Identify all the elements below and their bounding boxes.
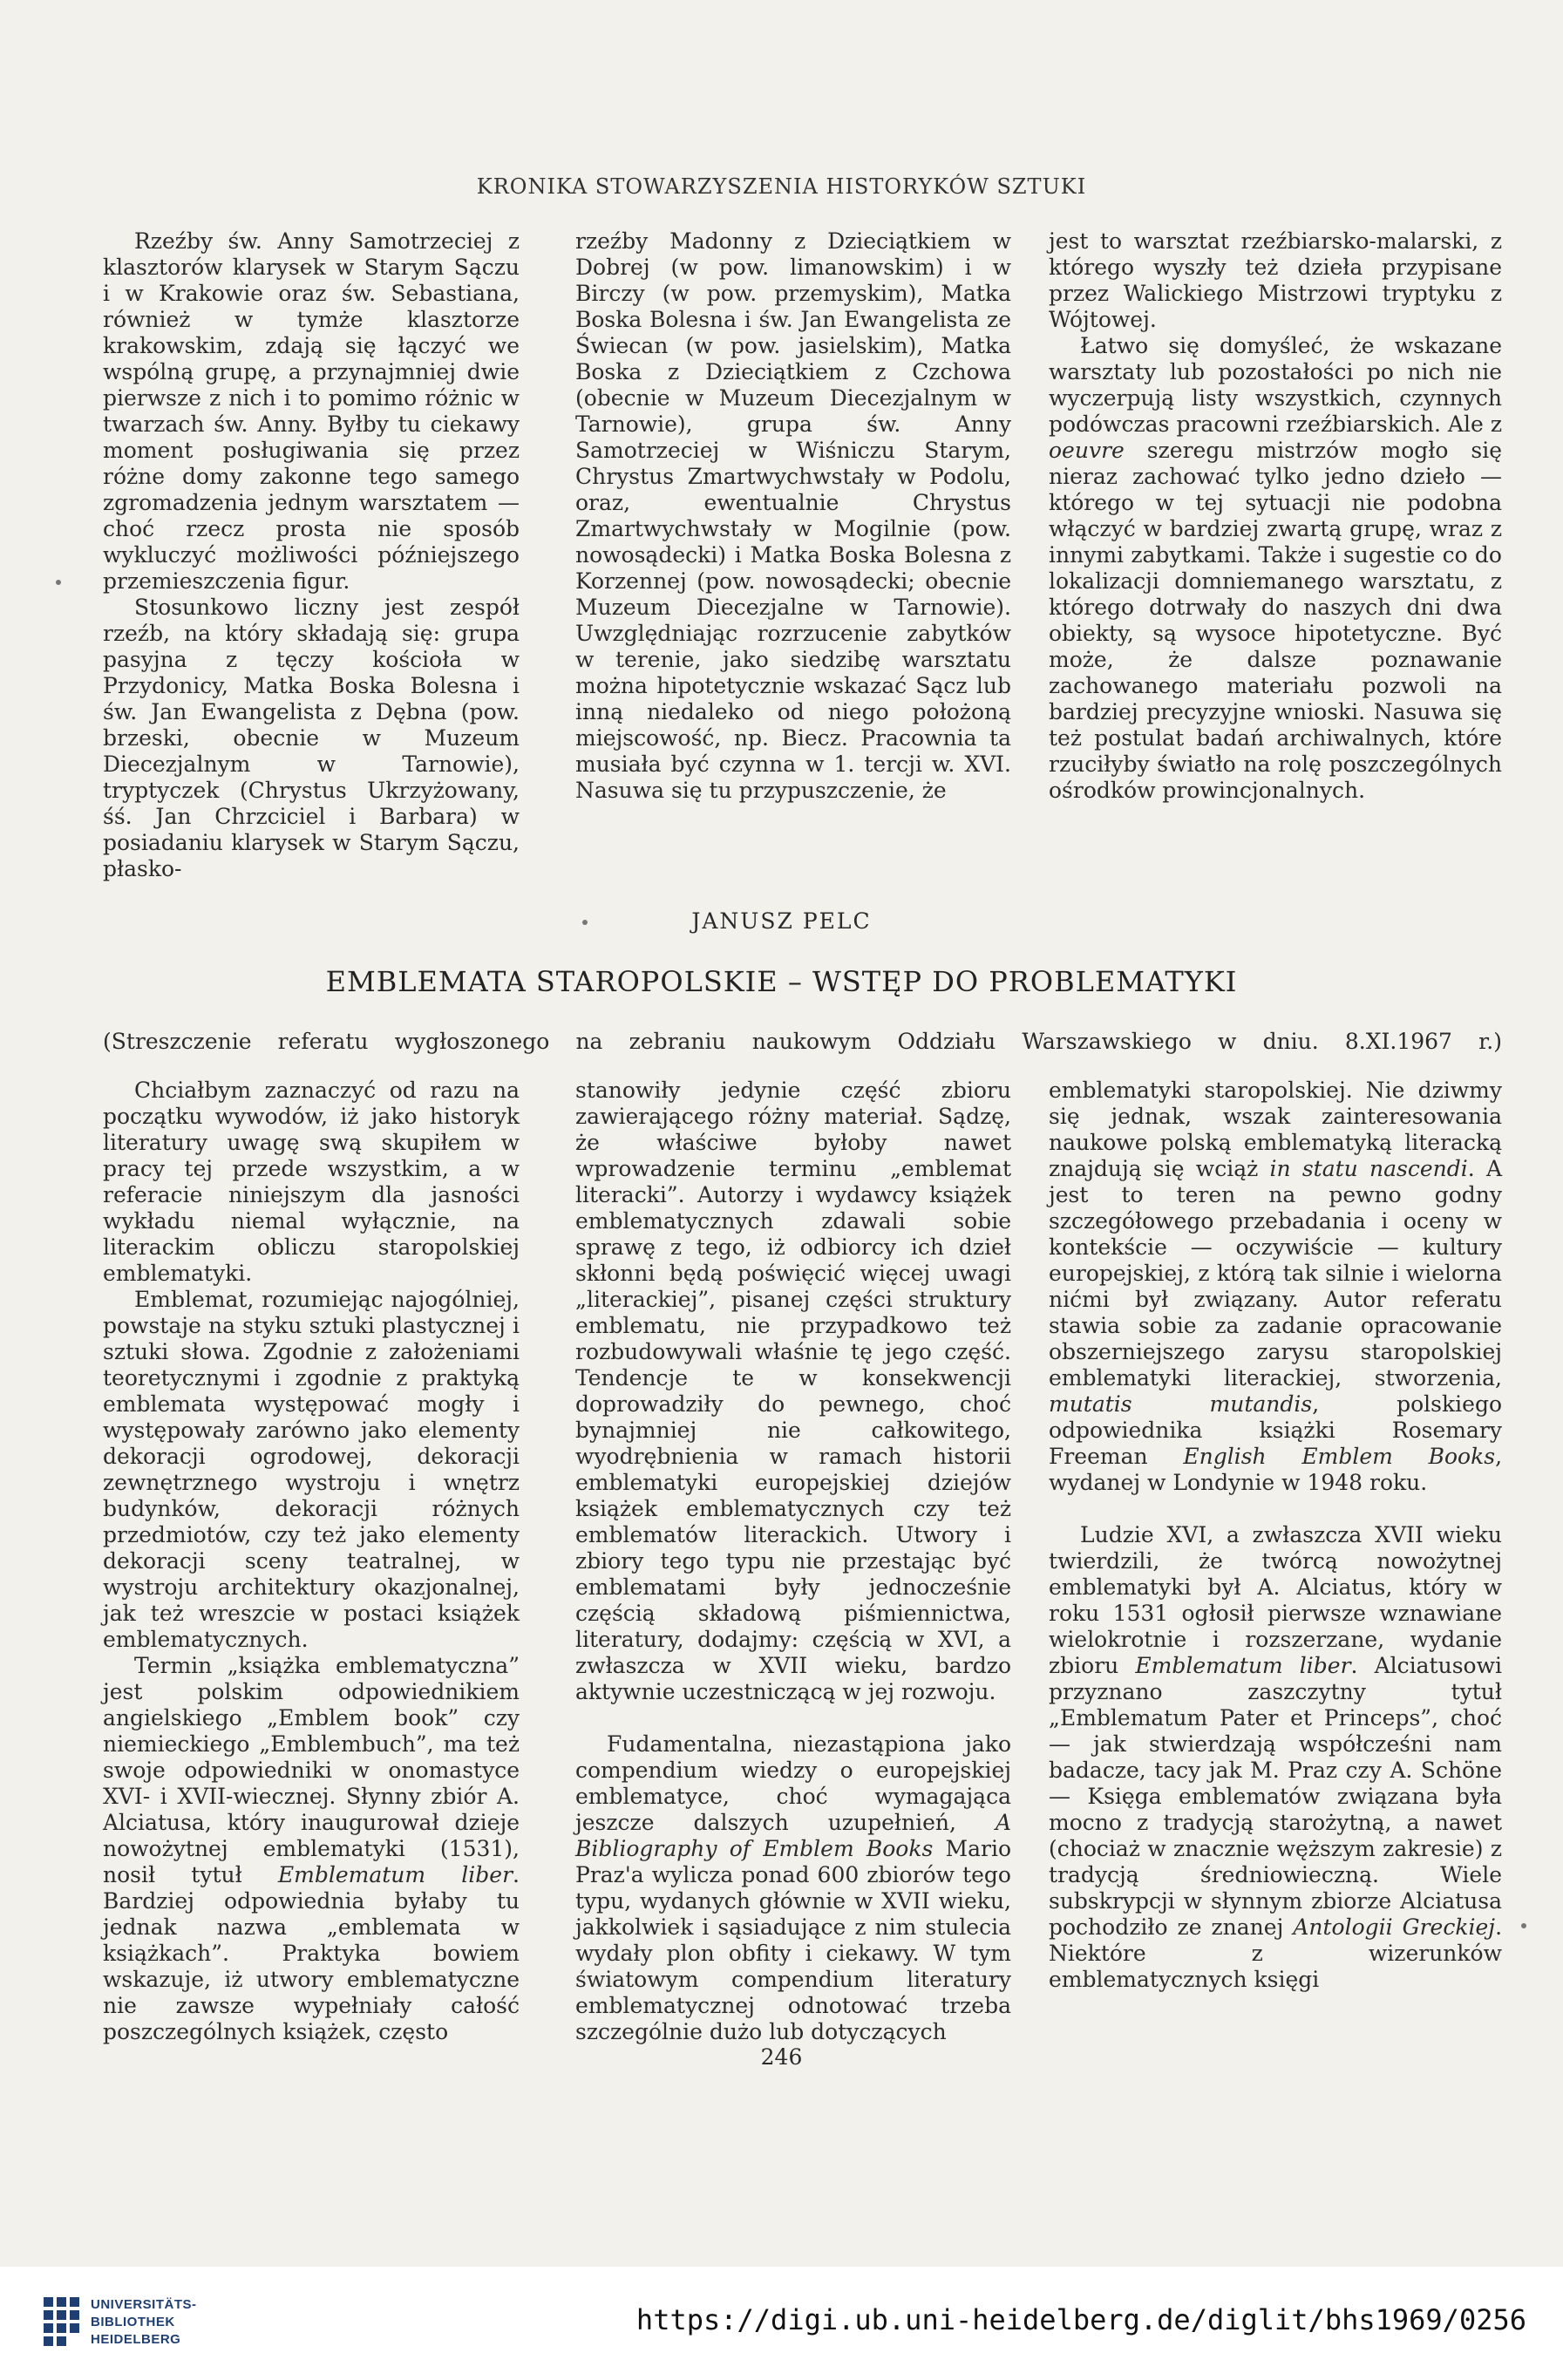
text-run: emblematyki staropolskiej. Nie dziwmy się jednak, wszak zainteresowania naukowe polską emblematyką literacką znajdują się wciąż — [1049, 1078, 1502, 1181]
paragraph — [575, 1731, 1011, 2045]
paragraph: Stosunkowo liczny jest zespół rzeźb, na który składają się: grupa pasyjna z tęczy kościoła w Przydonicy, Matka Boska Bolesna i św. Jan Ewangelista z Dębna (pow. brzeski, obecnie w Muzeum Diecezjalnym w Tarnowie), tryptyczek (Chrystus Ukrzyżowany, śś. Jan Chrzciciel i Barbara) w posiadaniu klarysek w Starym Sączu, płasko- — [103, 595, 520, 881]
text-run: Fudamentalna, niezastąpiona jako compendium wiedzy o europejskiej emblematyce, choć wymagająca jeszcze dalszych uzupełnień, — [575, 1731, 1011, 1835]
library-logo-text — [91, 2296, 197, 2349]
paragraph — [1049, 333, 1502, 804]
italic-text: in statu nascendi — [1269, 1156, 1468, 1181]
paragraph: Chciałbym zaznaczyć od razu na początku wywodów, iż jako historyk literatury uwagę swą skupiłem w pracy tej przede wszystkim, a w referacie niniejszym dla jasności wykładu niemal wyłącznie, na literackim obliczu staropolskiej emblematyki. — [103, 1078, 520, 1286]
italic-text: Antologii Greckiej — [1293, 1914, 1496, 1940]
article-title: EMBLEMATA STAROPOLSKIE – WSTĘP DO PROBLEMATYKI — [325, 965, 1238, 998]
print-speck — [1521, 1923, 1526, 1928]
article-note: (Streszczenie referatu wygłoszonego na zebraniu naukowym Oddziału Warszawskiego w dniu. 8.XI.1967 r.) — [103, 1029, 1502, 1054]
text-run: . Bardziej odpowiednia byłaby tu jednak nazwa „emblemata w książkach”. Praktyka bowiem wskazuje, iż utwory emblematyczne nie zawsze wypełniały całość poszczególnych książek, często — [103, 1862, 520, 2044]
paragraph: Rzeźby św. Anny Samotrzeciej z klasztorów klarysek w Starym Sączu i w Krakowie oraz św. Sebastiana, również w tymże klasztorze krakowskim, zdają się łączyć we wspólną grupę, a przynajmniej dwie pierwsze z nich i to pomimo różnic w twarzach św. Anny. Byłby tu ciekawy moment posługiwania się przez różne domy zakonne tego samego zgromadzenia jednym warsztatem — choć rzecz prosta nie sposób wykluczyć możliwości późniejszego przemieszczenia figur. — [103, 228, 520, 594]
text-run: , polskiego odpowiednika książki Rosemary Freeman — [1049, 1391, 1502, 1469]
top-column-1 — [103, 228, 520, 882]
running-head: KRONIKA STOWARZYSZENIA HISTORYKÓW SZTUKI — [476, 174, 1087, 199]
paragraph: rzeźby Madonny z Dzieciątkiem w Dobrej (w pow. limanowskim) i w Birczy (w pow. przemyskim), Matka Boska Bolesna i św. Jan Ewangelista ze Świecan (w pow. jasielskim), Matka Boska z Dzieciątkiem z Czchowa (obecnie w Muzeum Diecezjalnym w Tarnowie), grupa św. Anny Samotrzeciej w Wiśniczu Starym, Chrystus Zmartwychwstały w Podolu, oraz, ewentualnie Chrystus Zmartwychwstały w Mogilnie (pow. nowosądecki) i Matka Boska Bolesna z Korzennej (pow. nowosądecki; obecnie Muzeum Diecezjalne w Tarnowie). Uwzględniając rozrzucenie zabytków w terenie, jako siedzibę warsztatu można hipotetycznie wskazać Sącz lub inną niedaleko od niego położoną miejscowość, np. Biecz. Pracownia ta musiała być czynna w 1. tercji w. XVI. Nasuwa się tu przypuszczenie, że — [575, 228, 1011, 803]
text-run: Ludzie XVI, a zwłaszcza XVII wieku twierdzili, że twórcą nowożytnej emblematyki był A. Alciatus, który w roku 1531 ogłosił pierwsze wznawiane wielokrotnie i rozszerzane, wydanie zbioru — [1049, 1522, 1502, 1678]
paragraph: jest to warsztat rzeźbiarsko-malarski, z którego wyszły też dzieła przypisane przez Walickiego Mistrzowi tryptyku z Wójtowej. — [1049, 228, 1502, 332]
article-column-3 — [1049, 1078, 1502, 1993]
print-speck — [56, 580, 61, 585]
text-run: . A jest to teren na pewno godny szczegółowego przebadania i oceny w kontekście — oczywiście — kultury europejskiej, z którą tak silnie i wielorna nićmi był związany. Autor referatu stawia sobie za zadanie opracowanie obszerniejszego zarysu staropolskiej emblematyki literackiej, stworzenia, — [1049, 1156, 1503, 1391]
source-url-link[interactable]: https://digi.ub.uni-heidelberg.de/diglit/bhs1969/0256 — [635, 2303, 1526, 2336]
article-column-2 — [575, 1078, 1011, 2045]
page-number: 246 — [760, 2044, 803, 2070]
paragraph: Emblemat, rozumiejąc najogólniej, powstaje na styku sztuki plastycznej i sztuki słowa. Zgodnie z założeniami teoretycznymi i zgodnie z praktyką emblemata występować mogły i występowały zarówno jako elementy dekoracji ogrodowej, dekoracji zewnętrznego wystroju i wnętrz budynków, dekoracji różnych przedmiotów, czy też jako elementy dekoracji sceny teatralnej, w wystroju architektury okazjonalnej, jak też wreszcie w postaci książek emblematycznych. — [103, 1287, 520, 1652]
article-author: JANUSZ PELC — [691, 908, 872, 934]
italic-text: A Bibliography of Emblem Books — [575, 1810, 1011, 1861]
italic-text: mutatis mutandis — [1049, 1391, 1313, 1417]
text-run: . Alciatusowi przyznano zaszczytny tytuł „Emblematum Pater et Princeps”, choć — jak stwierdzają współcześni nam badacze, tacy jak M. Praz czy A. Schöne — Księga emblematów związana była mocno z tradycją starożytną, a nawet (chociaż w znacznie węższym zakresie) z tradycją średniowieczną. Wiele subskrypcji w słynnym zbiorze Alciatusa pochodziło ze znanej — [1049, 1653, 1502, 1940]
library-logo-icon — [42, 2295, 82, 2348]
text-run: Łatwo się domyśleć, że wskazane warsztaty lub pozostałości po nich nie wyczerpują listy wszystkich, czynnych podówczas pracowni rzeźbiarskich. Ale z — [1049, 333, 1502, 437]
paragraph: stanowiły jedynie część zbioru zawierającego różny materiał. Sądzę, że właściwe byłoby nawet wprowadzenie terminu „emblemat literacki”. Autorzy i wydawcy książek emblematycznych zdawali sobie sprawę z tego, iż odbiorcy ich dzieł skłonni będą poświęcić więcej uwagi „literackiej”, pisanej części struktury emblematu, nie przypadkowo też rozbudowywali właśnie tę jego część. Tendencje te w konsekwencji doprowadziły do pewnego, choć bynajmniej nie całkowitego, wyodrębnienia w ramach historii emblematyki europejskiej dziejów książek emblematycznych czy też emblematów literackich. Utwory i zbiory tego typu nie przestając być emblematami były jednocześnie częścią składową piśmiennictwa, literatury, dodajmy: częścią w XVI, a zwłaszcza w XVII wieku, bardzo aktywnie uczestniczącą w jej rozwoju. — [575, 1078, 1011, 1704]
logo-line: HEIDELBERG — [91, 2332, 181, 2347]
text-run: , wydanej w Londynie w 1948 roku. — [1049, 1444, 1503, 1495]
print-speck — [582, 920, 588, 925]
italic-text: Emblematum liber — [277, 1862, 513, 1887]
paragraph — [1049, 1078, 1502, 1496]
paragraph — [1049, 1522, 1502, 1993]
paragraph — [103, 1653, 520, 2045]
text-run: Termin „książka emblematyczna” jest polskim odpowiednikiem angielskiego „Emblem book” czy niemieckiego „Emblembuch”, ma też swoje odpowiedniki w onomastyce XVI- i XVII-wiecznej. Słynny zbiór A. Alciatusa, który inaugurował dzieje nowożytnej emblematyki (1531), nosił tytuł — [103, 1653, 520, 1887]
text-run: szeregu mistrzów mogło się nieraz zachować tylko jedno dzieło — którego w tej sytuacji nie podobna włączyć w bardziej zwartą grupę, wraz z innymi zabytkami. Także i sugestie co do lokalizacji domniemanego warsztatu, z którego dotrwały do naszych dni dwa obiekty, są wysoce hipotetyczne. Być może, że dalsze poznawanie zachowanego materiału pozwoli na bardziej precyzyjne wnioski. Nasuwa się też postulat badań archiwalnych, które rzuciłyby światło na rolę poszczególnych ośrodków prowincjonalnych. — [1049, 438, 1502, 803]
italic-text: oeuvre — [1049, 438, 1125, 463]
top-column-2 — [575, 228, 1011, 804]
italic-text: Emblematum liber — [1135, 1653, 1351, 1678]
text-run: Mario Praz'a wylicza ponad 600 zbiorów tego typu, wydanych głównie w XVII wieku, jakkolwiek i sąsiadujące z nim stulecia wydały plon obfity i ciekawy. W tym światowym compendium literatury emblematycznej odnotować trzeba szczególnie dużo lub dotyczących — [575, 1836, 1011, 2044]
italic-text: English Emblem Books — [1183, 1444, 1496, 1469]
text-run: . Niektóre z wizerunków emblematycznych księgi — [1049, 1914, 1503, 1992]
logo-line: UNIVERSITÄTS- — [91, 2297, 197, 2312]
logo-line: BIBLIOTHEK — [91, 2315, 175, 2329]
article-column-1 — [103, 1078, 520, 2045]
top-column-3 — [1049, 228, 1502, 804]
footer-bar — [0, 2267, 1563, 2380]
